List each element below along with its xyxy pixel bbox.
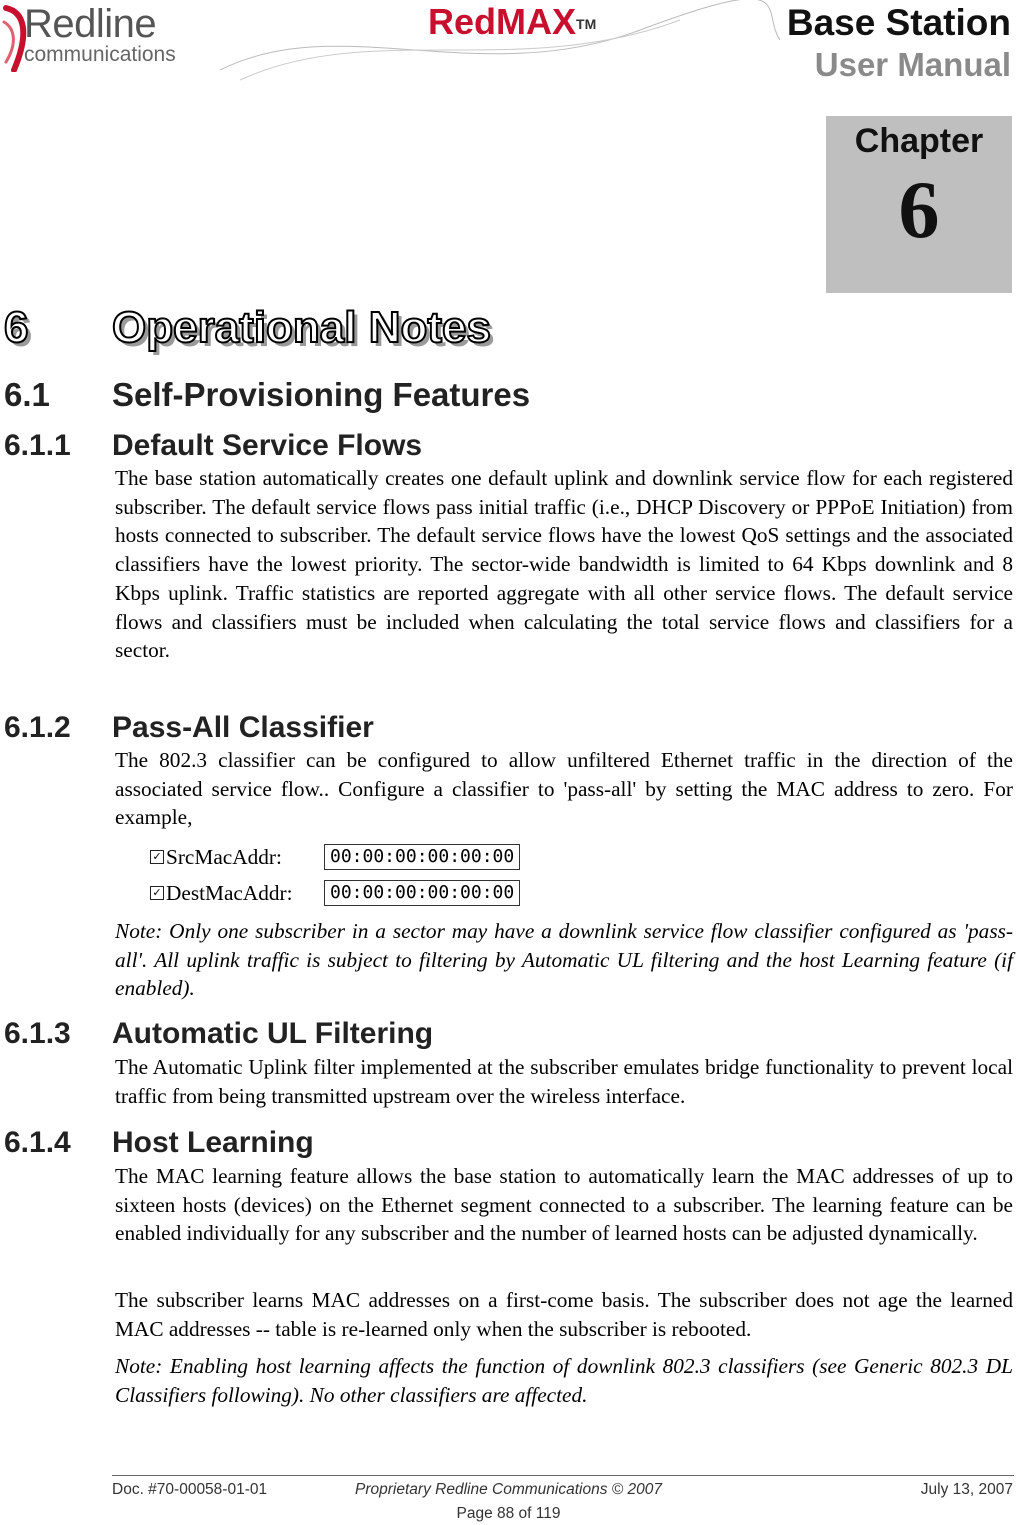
header-title: Base Station: [786, 2, 1011, 43]
subsection-heading: 6.1 Self-Provisioning Features: [4, 376, 531, 413]
heading-default-service-flows: 6.1.1 Default Service Flows: [4, 429, 423, 462]
chapter-label: Chapter: [854, 122, 984, 160]
chapter-badge: [826, 116, 1012, 293]
src-mac-checkbox[interactable]: ✓: [150, 850, 164, 864]
note-pass-all: Note: Only one subscriber in a sector may have a downlink service flow classifier configured as 'pass-all'. All uplink traffic is subject to filtering by Automatic UL filtering and the host Learning feature (if enabled).: [115, 919, 1013, 1001]
paragraph-default-service-flows: The base station automatically creates one default uplink and downlink service flow for each registered subscriber. The default service flows pass initial traffic (i.e., DHCP Discovery or PPPoE Initiation) from hosts connected to subscriber. The default service flows have the lowest QoS settings and the associated classifiers have the lowest priority. The sector-wide bandwidth is limited to 64 Kbps downlink and 8 Kbps uplink. Traffic statistics are reported aggregate with all other service flows. The default service flows and classifiers must be included when calculating the total service flows and classifiers for a sector.: [115, 466, 1013, 663]
footer-doc-number: Doc. #70-00058-01-01: [112, 1481, 268, 1498]
dest-mac-field-row: [150, 880, 520, 906]
chapter-number: 6: [898, 164, 940, 255]
heading-host-learning: 6.1.4 Host Learning: [4, 1126, 314, 1159]
footer-divider: [112, 1475, 1014, 1476]
dest-mac-input[interactable]: 00:00:00:00:00:00: [324, 880, 520, 906]
src-mac-field-row: [150, 844, 520, 870]
note-host-learning: Note: Enabling host learning affects the function of downlink 802.3 classifiers (see Generic 802.3 DL Classifiers following). No other classifiers are affected.: [115, 1354, 1013, 1407]
heading-automatic-ul-filtering: 6.1.3 Automatic UL Filtering: [4, 1017, 434, 1050]
logo-wordmark: Redline: [24, 2, 157, 46]
src-mac-input[interactable]: 00:00:00:00:00:00: [324, 844, 520, 870]
paragraph-host-learning-1: The MAC learning feature allows the base station to automatically learn the MAC addresses of up to sixteen hosts (devices) on the Ethernet segment connected to a subscriber. The learning feature can be enabled individually for any subscriber and the number of learned hosts can be adjusted dynamically.: [115, 1164, 1013, 1246]
section-heading: 6 Operational Notes: [4, 303, 491, 352]
footer-proprietary: Proprietary Redline Communications © 2007: [355, 1481, 662, 1498]
dest-mac-label: DestMacAddr:: [166, 880, 293, 905]
header-subtitle: User Manual: [814, 46, 1011, 83]
paragraph-automatic-ul-filtering: The Automatic Uplink filter implemented at the subscriber emulates bridge functionality to prevent local traffic from being transmitted upstream over the wireless interface.: [115, 1055, 1013, 1108]
src-mac-label: SrcMacAddr:: [166, 844, 282, 869]
paragraph-host-learning-2: The subscriber learns MAC addresses on a first-come basis. The subscriber does not age the learned MAC addresses -- table is re-learned only when the subscriber is rebooted.: [115, 1288, 1013, 1341]
logo-subtitle: communications: [24, 43, 176, 66]
product-name: RedMAX™: [428, 1, 597, 42]
footer-page-number: Page 88 of 119: [456, 1505, 561, 1522]
paragraph-pass-all-classifier: The 802.3 classifier can be configured to allow unfiltered Ethernet traffic in the direction of the associated service flow.. Configure a classifier to 'pass-all' by setting the MAC address to zero. For example,: [115, 748, 1013, 830]
dest-mac-checkbox[interactable]: ✓: [150, 886, 164, 900]
footer-date: July 13, 2007: [920, 1481, 1013, 1498]
heading-pass-all-classifier: 6.1.2 Pass-All Classifier: [4, 711, 374, 744]
